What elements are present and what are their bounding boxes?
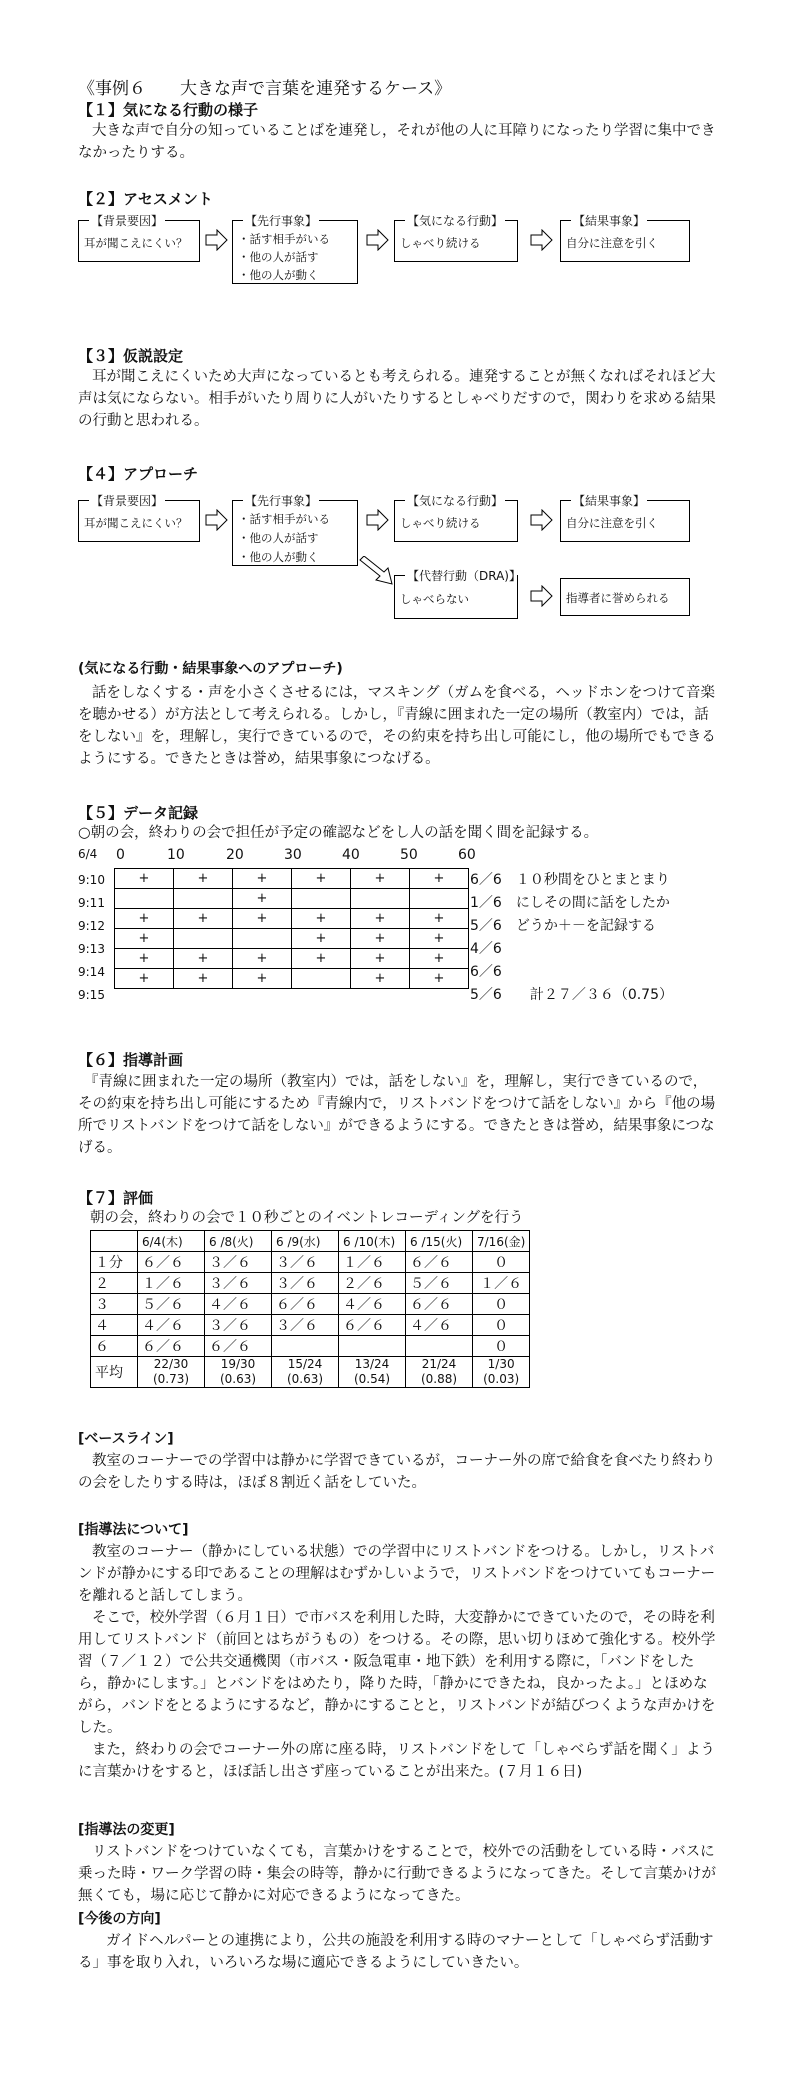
right-arrow-icon xyxy=(366,229,390,251)
section1-heading: 【１】気になる行動の様子 xyxy=(78,101,259,119)
box-text: 指導者に誉められる xyxy=(566,591,670,605)
column-header: 6 /15(火) xyxy=(406,1231,473,1252)
record-cell: + xyxy=(233,949,292,969)
approach-heading: (気になる行動・結果事象へのアプローチ) xyxy=(78,661,343,677)
box-label: 【先行事象】 xyxy=(245,214,318,228)
assessment-result-box xyxy=(560,214,690,262)
record-cell: + xyxy=(410,969,469,989)
right-arrow-icon xyxy=(530,229,554,251)
table-cell: ０ xyxy=(473,1294,530,1315)
record-cell: + xyxy=(115,969,174,989)
average-cell xyxy=(473,1357,530,1388)
average-value: 19/30 xyxy=(220,1357,256,1371)
average-ratio: (0.63) xyxy=(219,1372,257,1386)
row-time: 9:15 xyxy=(78,988,105,1002)
table-row xyxy=(91,1315,530,1336)
average-ratio: (0.63) xyxy=(286,1372,324,1386)
table-cell: ０ xyxy=(473,1252,530,1273)
record-cell: + xyxy=(410,949,469,969)
table-row xyxy=(91,1357,530,1388)
average-value: 13/24 xyxy=(354,1357,390,1371)
record-cell xyxy=(292,889,351,909)
record-cell: + xyxy=(174,949,233,969)
table-cell: ４／６ xyxy=(138,1315,205,1336)
record-cell: + xyxy=(292,909,351,929)
table-cell: ６／６ xyxy=(205,1336,272,1357)
future-body: ガイドヘルパーとの連携により，公共の施設を利用する時のマナーとして「しゃべらず活動する」事を取り入れ，いろいろな場に適応できるようにしていきたい。 xyxy=(78,1933,714,1971)
approach-body: 話をしなくする・声を小さくさせるには，マスキング（ガムを食べる，ヘッドホンをつけて音楽を聴かせる）が方法として考えられる。しかし，『青線に囲まれた一定の場所（教室内）では，話をしない』を，理解し，実行できているので，その約束を持ち出し可能にし，他の場所でもできるようにする。できたときは誉め，結果事象につなげる。 xyxy=(78,685,716,767)
assessment-background-box xyxy=(78,214,200,262)
column-header: 6 /8(火) xyxy=(205,1231,272,1252)
box-label: 【結果事象】 xyxy=(573,214,646,228)
record-cell: + xyxy=(233,909,292,929)
section3-heading: 【３】仮説設定 xyxy=(78,347,184,365)
record-cell: + xyxy=(233,869,292,889)
section5-heading: 【５】データ記録 xyxy=(78,804,199,822)
row-label: ６ xyxy=(91,1336,138,1357)
row-time: 9:13 xyxy=(78,942,105,956)
assessment-antecedent-box xyxy=(232,214,358,284)
record-cell: + xyxy=(115,869,174,889)
axis-tick: 60 xyxy=(458,847,476,863)
table-cell: ５／６ xyxy=(138,1294,205,1315)
table-cell: １／６ xyxy=(339,1252,406,1273)
table-cell: ６／６ xyxy=(406,1294,473,1315)
section4-heading: 【４】アプローチ xyxy=(78,465,199,483)
row-label: ４ xyxy=(91,1315,138,1336)
table-cell: １／６ xyxy=(138,1273,205,1294)
row-time: 9:11 xyxy=(78,896,105,910)
approach-result-box xyxy=(560,494,690,542)
column-header: 6 /9(水) xyxy=(272,1231,339,1252)
row-label: ３ xyxy=(91,1294,138,1315)
table-cell: ３／６ xyxy=(272,1315,339,1336)
method-paragraph-1: 教室のコーナー（静かにしている状態）での学習中にリストバンドをつける。しかし，リストバンドが静かにする印であることの理解はむずかしいようで，リストバンドをつけていてもコーナーを離れると話してしまう。 xyxy=(78,1544,716,1604)
section7-heading: 【７】評価 xyxy=(78,1189,154,1207)
right-arrow-icon xyxy=(366,509,390,531)
record-cell: + xyxy=(410,909,469,929)
future-heading: [今後の方向] xyxy=(78,1911,161,1927)
record-cell xyxy=(351,889,410,909)
row-note: 4／6 xyxy=(470,941,502,957)
average-cell xyxy=(138,1357,205,1388)
table-cell: ４／６ xyxy=(339,1294,406,1315)
baseline-heading: [ベースライン] xyxy=(78,1431,174,1447)
box-label: 【背景要因】 xyxy=(91,494,164,508)
table-cell: ４／６ xyxy=(205,1294,272,1315)
table-row xyxy=(91,1252,530,1273)
row-note: 6／6 xyxy=(470,964,502,980)
record-cell: + xyxy=(351,929,410,949)
section2-heading: 【２】アセスメント xyxy=(78,190,213,208)
alternative-result-box xyxy=(560,578,690,616)
change-body: リストバンドをつけていなくても，言葉かけをすることで，校外での活動をしている時・バスに乗った時・ワーク学習の時・集会の時等，静かに行動できるようになってきた。そして言葉かけが無くても，場に応じて静かに対応できるようになってきた。 xyxy=(78,1844,716,1904)
method-paragraph-3: また，終わりの会でコーナー外の席に座る時，リストバンドをして「しゃべらず話を聞く」ように言葉かけをすると，ほぼ話し出さず座っていることが出来た。(７月１６日) xyxy=(78,1742,715,1780)
record-cell xyxy=(174,889,233,909)
record-cell: + xyxy=(410,929,469,949)
record-cell: + xyxy=(351,869,410,889)
average-value: 1/30 xyxy=(487,1357,515,1371)
right-arrow-icon xyxy=(205,509,229,531)
box-label: 【代替行動（DRA)】 xyxy=(407,569,521,583)
box-label: 【気になる行動】 xyxy=(407,214,504,228)
table-cell: ３／６ xyxy=(272,1252,339,1273)
diagonal-arrow-icon xyxy=(358,556,394,586)
table-row xyxy=(91,1336,530,1357)
average-ratio: (0.03) xyxy=(483,1372,520,1386)
table-row xyxy=(115,969,469,989)
axis-tick: 20 xyxy=(226,847,244,863)
right-arrow-icon xyxy=(530,509,554,531)
table-cell: １／６ xyxy=(473,1273,530,1294)
section5-intro: ○朝の会，終わりの会で担任が予定の確認などをし人の話を聞く間を記録する。 xyxy=(78,825,599,841)
average-ratio: (0.54) xyxy=(353,1372,391,1386)
record-cell: + xyxy=(115,949,174,969)
evaluation-table xyxy=(90,1230,530,1388)
record-cell: + xyxy=(174,969,233,989)
row-time: 9:10 xyxy=(78,873,105,887)
table-row xyxy=(115,909,469,929)
right-arrow-icon xyxy=(205,229,229,251)
box-text: 自分に注意を引く xyxy=(566,516,658,530)
record-cell: + xyxy=(292,949,351,969)
average-value: 15/24 xyxy=(287,1357,323,1371)
table-row xyxy=(91,1294,530,1315)
box-text: しゃべらない xyxy=(400,592,469,606)
table-row xyxy=(115,929,469,949)
table-cell: ６／６ xyxy=(339,1315,406,1336)
average-cell xyxy=(272,1357,339,1388)
axis-tick: 10 xyxy=(167,847,185,863)
box-label: 【気になる行動】 xyxy=(407,494,504,508)
approach-behavior-box xyxy=(394,494,518,542)
section1-body: 大きな声で自分の知っていることばを連発し，それが他の人に耳障りになったり学習に集中できなかったりする。 xyxy=(78,123,716,161)
method-heading: [指導法について] xyxy=(78,1522,189,1538)
section6-heading: 【６】指導計画 xyxy=(78,1051,184,1069)
table-cell xyxy=(272,1336,339,1357)
table-cell: ４／６ xyxy=(406,1315,473,1336)
data-record-table xyxy=(114,868,469,989)
row-time: 9:14 xyxy=(78,965,105,979)
table-cell: ２／６ xyxy=(339,1273,406,1294)
page-title: 《事例６ 大きな声で言葉を連発するケース》 xyxy=(78,79,452,99)
axis-tick: 30 xyxy=(284,847,302,863)
row-label: 平均 xyxy=(91,1357,138,1388)
table-cell: ３／６ xyxy=(205,1315,272,1336)
alternative-behavior-box xyxy=(394,569,521,619)
box-label: 【先行事象】 xyxy=(245,494,318,508)
record-cell: + xyxy=(115,909,174,929)
table-cell: ３／６ xyxy=(272,1273,339,1294)
record-cell: + xyxy=(292,869,351,889)
table-row xyxy=(115,949,469,969)
table-cell: ６／６ xyxy=(406,1252,473,1273)
row-label: ２ xyxy=(91,1273,138,1294)
box-item: ・他の人が話す xyxy=(238,250,319,264)
approach-antecedent-box xyxy=(232,494,358,566)
record-cell xyxy=(115,889,174,909)
average-value: 22/30 xyxy=(153,1357,189,1371)
axis-tick: 50 xyxy=(400,847,418,863)
box-text: しゃべり続ける xyxy=(400,516,481,530)
box-label: 【背景要因】 xyxy=(91,214,164,228)
column-header: 6 /10(木) xyxy=(339,1231,406,1252)
record-cell: + xyxy=(233,889,292,909)
record-cell: + xyxy=(292,929,351,949)
axis-date: 6/4 xyxy=(78,847,98,861)
row-time: 9:12 xyxy=(78,919,105,933)
box-text: 耳が聞こえにくい？ xyxy=(84,516,188,530)
row-note: 6／6 １０秒間をひとまとまり xyxy=(470,872,670,888)
average-value: 21/24 xyxy=(421,1357,457,1371)
table-cell: ６／６ xyxy=(272,1294,339,1315)
box-item: ・他の人が動く xyxy=(238,268,319,282)
approach-background-box xyxy=(78,494,200,542)
record-cell: + xyxy=(410,869,469,889)
record-cell: + xyxy=(351,909,410,929)
record-cell xyxy=(174,929,233,949)
average-cell xyxy=(406,1357,473,1388)
table-cell: ６／６ xyxy=(138,1336,205,1357)
section6-body: 『青線に囲まれた一定の場所（教室内）では，話をしない』を，理解し，実行できているので，その約束を持ち出し可能にするため『青線内で，リストバンドをつけて話をしない』から『他の場所でリストバンドをつけて話をしない』ができるようにする。できたときは誉め，結果事象につなげる。 xyxy=(78,1074,716,1156)
table-cell: ６／６ xyxy=(138,1252,205,1273)
method-paragraph-2: そこで，校外学習（６月１日）で市バスを利用した時，大変静かにできていたので，その時を利用してリストバンド（前回とはちがうもの）をつける。その際，思い切りほめて強化する。校外学習（７／１２）で公共交通機関（市バス・阪急電車・地下鉄）を利用する際に，「バンドをしたら，静かにします。」とバンドをはめたり，降りた時，「静かにできたね，良かったよ。」とほめながら，バンドをとるようにするなど，静かにすることと，リストバンドが結びつくような声かけをした。 xyxy=(78,1610,716,1736)
table-cell xyxy=(339,1336,406,1357)
section7-intro: 朝の会，終わりの会で１０秒ごとのイベントレコーディングを行う xyxy=(90,1210,524,1226)
table-cell: ３／６ xyxy=(205,1273,272,1294)
record-cell: + xyxy=(351,969,410,989)
record-cell: + xyxy=(174,869,233,889)
table-header-row xyxy=(91,1231,530,1252)
axis-tick: 0 xyxy=(116,847,125,863)
change-heading: [指導法の変更] xyxy=(78,1822,175,1838)
box-item: ・話す相手がいる xyxy=(238,232,330,246)
table-row xyxy=(115,869,469,889)
table-cell xyxy=(406,1336,473,1357)
table-row xyxy=(91,1273,530,1294)
box-item: ・他の人が動く xyxy=(238,550,319,564)
record-cell: + xyxy=(115,929,174,949)
row-note: 5／6 どうか＋－を記録する xyxy=(470,918,656,934)
column-header xyxy=(91,1231,138,1252)
assessment-behavior-box xyxy=(394,214,518,262)
box-label: 【結果事象】 xyxy=(573,494,646,508)
column-header: 6/4(木) xyxy=(138,1231,205,1252)
row-label: １分 xyxy=(91,1252,138,1273)
box-text: しゃべり続ける xyxy=(400,236,481,250)
average-cell xyxy=(205,1357,272,1388)
box-text: 耳が聞こえにくい？ xyxy=(84,236,188,250)
record-cell: + xyxy=(351,949,410,969)
table-cell: ３／６ xyxy=(205,1252,272,1273)
table-cell: ５／６ xyxy=(406,1273,473,1294)
average-ratio: (0.73) xyxy=(152,1372,190,1386)
box-item: ・他の人が話す xyxy=(238,531,319,545)
column-header: 7/16(金) xyxy=(473,1231,530,1252)
table-cell: ０ xyxy=(473,1315,530,1336)
row-note: 1／6 にしその間に話をしたか xyxy=(470,895,670,911)
average-cell xyxy=(339,1357,406,1388)
record-cell xyxy=(233,929,292,949)
table-row xyxy=(115,889,469,909)
right-arrow-icon xyxy=(530,585,554,607)
record-cell xyxy=(292,969,351,989)
average-ratio: (0.88) xyxy=(420,1372,458,1386)
record-cell: + xyxy=(174,909,233,929)
baseline-body: 教室のコーナーでの学習中は静かに学習できているが，コーナー外の席で給食を食べたり終わりの会をしたりする時は，ほぼ８割近く話をしていた。 xyxy=(78,1453,716,1491)
box-item: ・話す相手がいる xyxy=(238,512,330,526)
row-note: 5／6 計２７／３６（0.75） xyxy=(470,987,673,1003)
record-cell xyxy=(410,889,469,909)
axis-tick: 40 xyxy=(342,847,360,863)
section3-body: 耳が聞こえにくいため大声になっているとも考えられる。連発することが無くなればそれほど大声は気にならない。相手がいたり周りに人がいたりするとしゃべりだすので，関わりを求める結果の行動と思われる。 xyxy=(78,369,716,429)
table-cell: ０ xyxy=(473,1336,530,1357)
box-text: 自分に注意を引く xyxy=(566,236,658,250)
record-cell: + xyxy=(233,969,292,989)
